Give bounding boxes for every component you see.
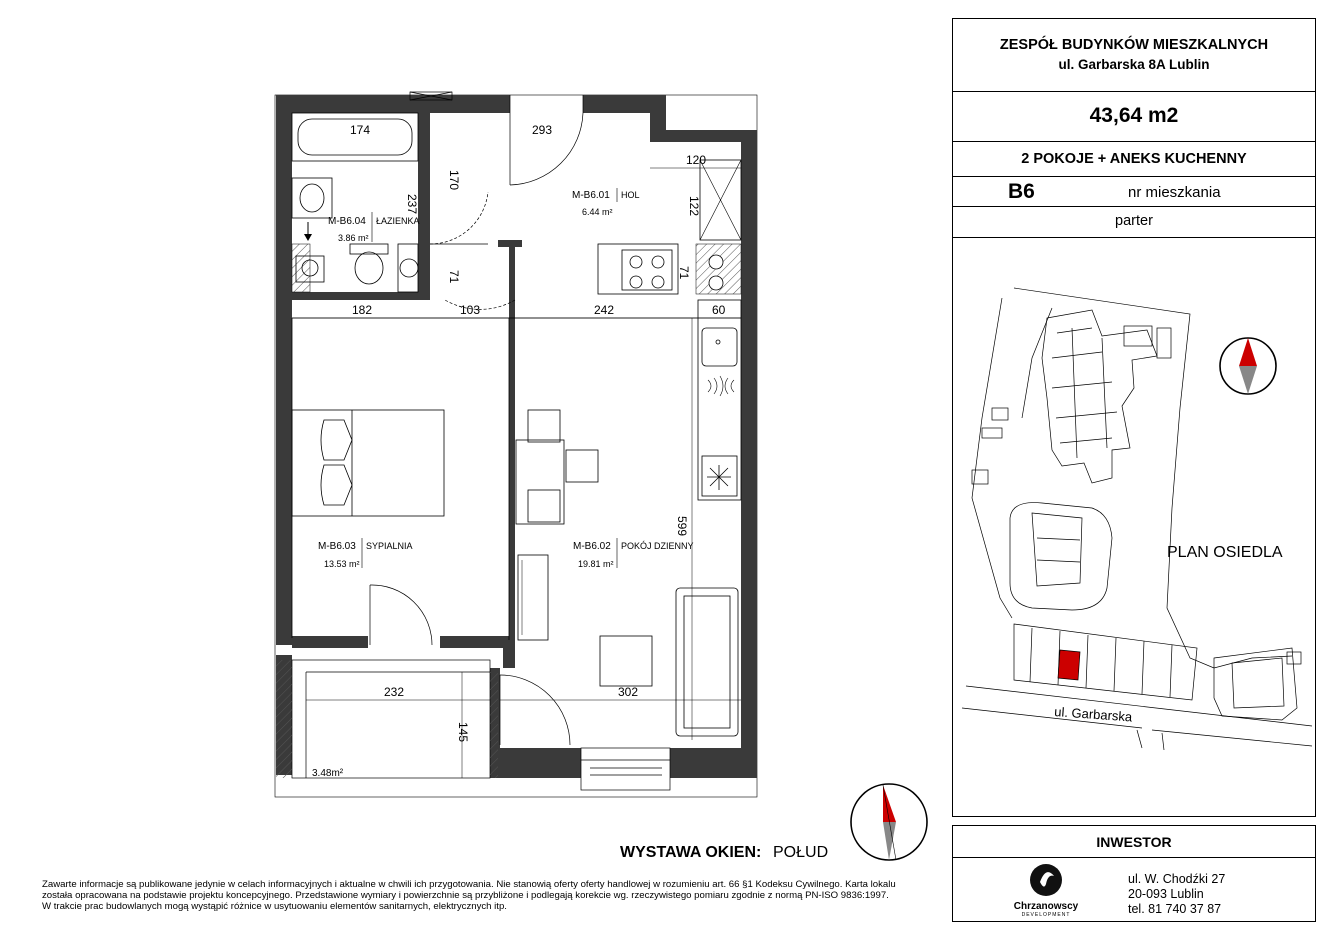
dim-232: 232 <box>384 685 405 699</box>
dim-71-left: 71 <box>447 270 461 284</box>
logo-text: Chrzanowscy <box>1013 901 1079 912</box>
apartment-area: 43,64 m2 <box>1089 104 1179 127</box>
logo-sub: DEVELOPMENT <box>1021 912 1071 918</box>
dim-242: 242 <box>594 303 615 317</box>
room-bath-area: 3.86 m² <box>338 233 369 243</box>
bed <box>292 410 444 516</box>
inner-lines <box>292 318 741 640</box>
dim-122: 122 <box>687 196 701 217</box>
shaft-hatch <box>292 244 310 292</box>
dishwasher-symbol <box>708 376 734 396</box>
apartment-number-label: nr mieszkania <box>1128 184 1221 201</box>
apartment-info-box <box>952 18 1316 238</box>
balcony <box>292 660 490 778</box>
highlighted-apartment <box>1058 650 1080 680</box>
room-living-code: M-B6.02 <box>573 541 611 552</box>
chrzanowscy-logo-icon <box>1026 862 1066 898</box>
balcony-area: 3.48m² <box>312 768 344 779</box>
street-label: ul. Garbarska <box>1053 704 1133 725</box>
investor-address-line2: 20-093 Lublin <box>1128 887 1204 901</box>
dim-599: 599 <box>675 516 689 537</box>
dim-120: 120 <box>686 153 707 167</box>
dining-table <box>516 410 598 524</box>
project-name: ZESPÓŁ BUDYNKÓW MIESZKALNYCH <box>999 37 1269 53</box>
project-address: ul. Garbarska 8A Lublin <box>1058 57 1210 72</box>
room-hol-name: HOL <box>621 190 640 200</box>
investor-phone: tel. 81 740 37 87 <box>1128 902 1222 916</box>
walls <box>276 95 757 778</box>
dim-302: 302 <box>618 685 639 699</box>
disclaimer-line-2: została opracowana na podstawie projektu koncepcyjnego. Przedstawione wymiary i powierzchnie są przybliżone i podlegają korekcie wg. rzeczywistego pomiaru zgodnie z normą PN-ISO 9836:1997. <box>42 890 889 902</box>
apartment-layout: 2 POKOJE + ANEKS KUCHENNY <box>1021 151 1247 167</box>
investor-box <box>952 825 1316 922</box>
room-bedroom-name: SYPIALNIA <box>366 541 413 551</box>
investor-logo <box>1001 862 1091 918</box>
dim-170: 170 <box>447 170 461 191</box>
room-living-name: POKÓJ DZIENNY <box>621 541 694 551</box>
room-living-area: 19.81 m² <box>578 559 614 569</box>
sofa <box>676 588 738 736</box>
investor-title: INWESTOR <box>1096 834 1172 850</box>
bathtub <box>292 113 418 161</box>
dim-174: 174 <box>350 123 371 137</box>
orientation-value: POŁUD <box>773 844 829 861</box>
fridge-symbol <box>707 465 731 490</box>
dim-145: 145 <box>456 722 470 743</box>
site-compass-icon <box>1220 338 1276 394</box>
disclaimer-line-1: Zawarte informacje są publikowane jedynie w celach informacyjnych i aktualne w chwili ich przygotowania. Nie stanowią oferty oferty handlowej w rozumieniu art. 66 §1 Kodeksu Cywilnego. Karta lokalu <box>42 879 896 890</box>
toilet <box>350 244 418 292</box>
room-bedroom-code: M-B6.03 <box>318 541 356 552</box>
dim-182: 182 <box>352 303 373 317</box>
room-bath-code: M-B6.04 <box>328 216 366 227</box>
dim-237: 237 <box>405 194 419 215</box>
room-hol-area: 6.44 m² <box>582 207 613 217</box>
dim-60: 60 <box>712 303 726 317</box>
compass-icon <box>851 784 927 860</box>
dim-293: 293 <box>532 123 553 137</box>
orientation-label: WYSTAWA OKIEN: <box>620 844 762 861</box>
dim-103: 103 <box>460 303 481 317</box>
investor-address-line1: ul. W. Chodźki 27 <box>1128 872 1226 886</box>
disclaimer <box>42 879 952 913</box>
disclaimer-line-3: W trakcie prac budowlanych mogą wystąpić różnice w usytuowaniu elementów sanitarnych, elektrycznych itp. <box>42 901 507 913</box>
room-hol-code: M-B6.01 <box>572 190 610 201</box>
site-plan <box>952 238 1316 816</box>
room-bath-name: ŁAZIENKA <box>376 216 420 226</box>
apartment-floor: parter <box>1115 213 1153 229</box>
site-plan-label: PLAN OSIEDLA <box>1167 544 1283 561</box>
room-bedroom-area: 13.53 m² <box>324 559 360 569</box>
dim-71-right: 71 <box>677 266 691 280</box>
apartment-code: B6 <box>1008 180 1035 203</box>
